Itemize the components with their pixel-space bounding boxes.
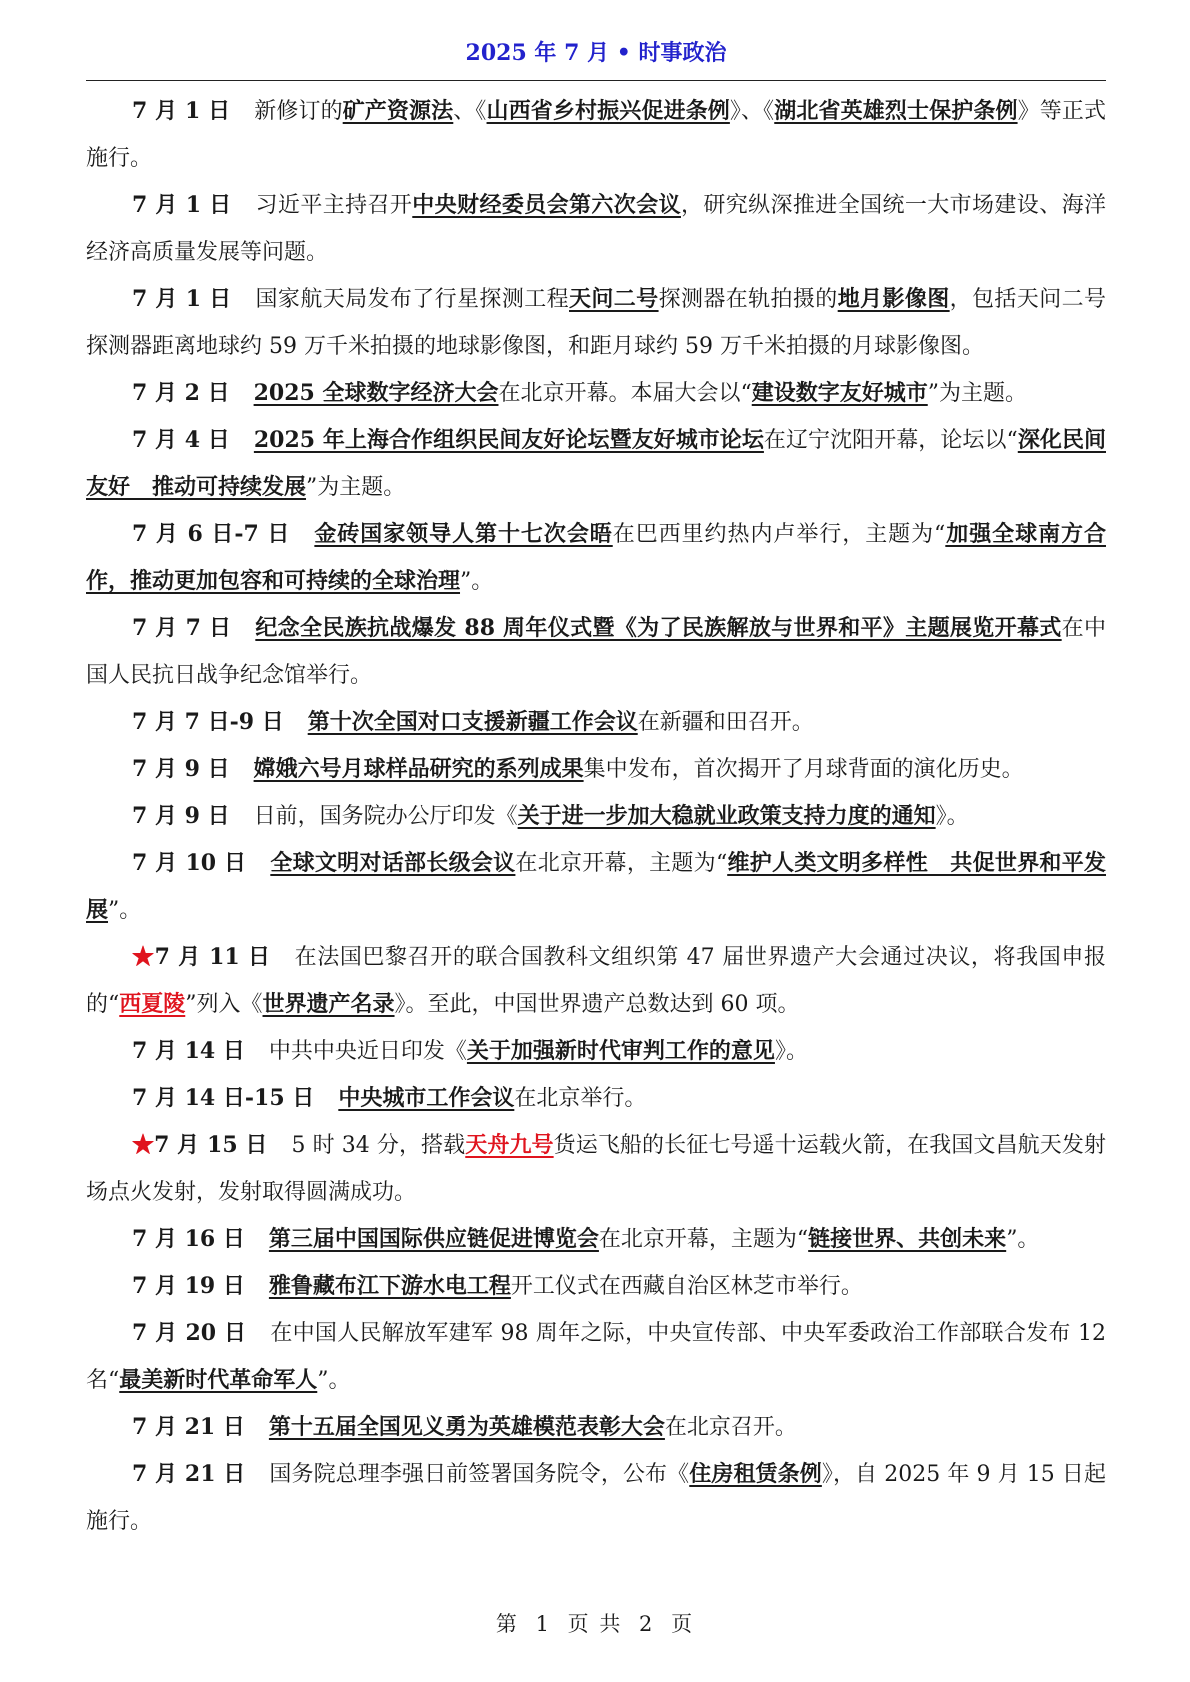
entry-text: 日前，国务院办公厅印发《 xyxy=(253,804,518,829)
news-entry xyxy=(86,1263,1106,1310)
entry-text: 集中发布，首次揭开了月球背面的演化历史。 xyxy=(583,757,1024,782)
news-entry xyxy=(86,88,1106,182)
highlighted-keyword: 第十次全国对口支援新疆工作会议 xyxy=(307,709,638,735)
footer-prefix: 第 xyxy=(495,1612,519,1636)
entry-date: 7 月 2 日 xyxy=(132,380,230,406)
highlighted-keyword: 嫦娥六号月球样品研究的系列成果 xyxy=(253,756,584,782)
entry-text: 、《 xyxy=(453,99,487,124)
highlighted-keyword: 最美新时代革命军人 xyxy=(119,1367,318,1393)
entry-text: ”为主题。 xyxy=(306,475,406,500)
entry-date: 7 月 21 日 xyxy=(132,1461,246,1487)
highlighted-keyword: 关于加强新时代审判工作的意见 xyxy=(466,1038,775,1064)
entry-date: 7 月 9 日 xyxy=(132,756,230,782)
entry-text: ”。 xyxy=(108,898,142,923)
entry-text: 》。 xyxy=(935,804,969,829)
news-entry xyxy=(86,840,1106,934)
entry-date: 7 月 1 日 xyxy=(132,286,232,312)
entry-text: 在北京召开。 xyxy=(664,1415,797,1440)
news-entry xyxy=(86,1028,1106,1075)
highlighted-keyword: 地月影像图 xyxy=(837,286,950,312)
entry-date: 7 月 7 日 xyxy=(132,615,232,641)
news-entry xyxy=(86,605,1106,699)
footer-page-number: 1 xyxy=(535,1612,551,1636)
entry-text: 新修订的 xyxy=(254,99,343,124)
footer-suffix: 页 xyxy=(671,1612,695,1636)
highlighted-keyword: 山西省乡村振兴促进条例 xyxy=(486,98,730,124)
entry-text: ”列入《 xyxy=(185,992,263,1017)
entry-date: 7 月 14 日 xyxy=(132,1038,245,1064)
entry-text: 在北京举行。 xyxy=(514,1086,647,1111)
highlighted-keyword: 维护人类文明多样性 共促世界和平发展 xyxy=(86,850,1106,923)
highlighted-keyword: 2025 全球数字经济大会 xyxy=(253,380,499,406)
entry-text: 》、《 xyxy=(729,99,775,124)
entry-text: 国务院总理李强日前签署国务院令，公布《 xyxy=(269,1462,690,1487)
entry-text: 探测器在轨拍摄的 xyxy=(658,287,838,312)
highlighted-keyword: 2025 年上海合作组织民间友好论坛暨友好城市论坛 xyxy=(253,427,764,453)
entry-text: 中共中央近日印发《 xyxy=(268,1039,467,1064)
entry-text: 在法国巴黎召开的联合国教科文组织第 47 届世界遗产大会通过决议，将我国申报的“ xyxy=(86,945,1106,1017)
entry-text: 在新疆和田召开。 xyxy=(637,710,814,735)
news-entry xyxy=(86,182,1106,276)
highlighted-keyword: 加强全球南方合作，推动更加包容和可持续的全球治理 xyxy=(86,521,1106,594)
news-entry xyxy=(86,746,1106,793)
entry-date: 7 月 10 日 xyxy=(132,850,247,876)
entry-date: 7 月 21 日 xyxy=(132,1414,245,1440)
entry-date: 7 月 16 日 xyxy=(132,1226,245,1252)
highlighted-keyword: 第十五届全国见义勇为英雄模范表彰大会 xyxy=(268,1414,665,1440)
highlighted-keyword: 建设数字友好城市 xyxy=(751,380,928,406)
highlighted-keyword: 住房租赁条例 xyxy=(689,1461,822,1487)
entry-date: 7 月 7 日-9 日 xyxy=(132,709,284,735)
entry-date: 7 月 14 日-15 日 xyxy=(132,1085,315,1111)
news-entry xyxy=(86,276,1106,370)
highlighted-keyword: 世界遗产名录 xyxy=(262,991,395,1017)
news-entry xyxy=(86,1216,1106,1263)
highlighted-keyword: 深化民间友好 推动可持续发展 xyxy=(86,427,1106,500)
entry-date: 7 月 9 日 xyxy=(132,803,230,829)
entry-date: 7 月 1 日 xyxy=(132,98,231,124)
highlighted-keyword: 天舟九号 xyxy=(465,1132,554,1158)
highlighted-keyword: 纪念全民族抗战爆发 88 周年仪式暨《为了民族解放与世界和平》主题展览开幕式 xyxy=(255,615,1062,641)
highlighted-keyword: 第三届中国国际供应链促进博览会 xyxy=(268,1226,599,1252)
news-entry xyxy=(86,1310,1106,1404)
page-title: 2025 年 7 月 • 时事政治 xyxy=(465,40,727,66)
entry-text: 在巴西里约热内卢举行，主题为“ xyxy=(612,522,946,547)
entry-text: 在北京开幕。本届大会以“ xyxy=(498,381,752,406)
entry-date: 7 月 11 日 xyxy=(154,944,271,970)
entry-text: ”。 xyxy=(460,569,494,594)
footer-total-pages: 2 xyxy=(639,1612,655,1636)
highlighted-keyword: 金砖国家领导人第十七次会晤 xyxy=(314,521,613,547)
highlighted-keyword: 中央财经委员会第六次会议 xyxy=(412,192,681,218)
entry-text: 习近平主持召开 xyxy=(255,193,413,218)
highlighted-keyword: 链接世界、共创未来 xyxy=(808,1226,1007,1252)
highlighted-keyword: 中央城市工作会议 xyxy=(338,1085,515,1111)
entry-text: 货运飞船的长征七号遥十运载火箭，在我国文昌航天发射场点火发射，发射取得圆满成功。 xyxy=(86,1133,1106,1205)
entry-date: 7 月 20 日 xyxy=(132,1320,247,1346)
news-entry xyxy=(86,1451,1106,1545)
news-entry xyxy=(86,511,1106,605)
entry-text: 在辽宁沈阳开幕，论坛以“ xyxy=(763,428,1018,453)
entry-text: 在中国人民抗日战争纪念馆举行。 xyxy=(86,616,1107,688)
entry-date: 7 月 1 日 xyxy=(132,192,232,218)
news-entry xyxy=(86,934,1106,1028)
entry-text: ”为主题。 xyxy=(927,381,1027,406)
entry-text: ，包括天问二号探测器距离地球约 59 万千米拍摄的地球影像图，和距月球约 59 万千米拍摄的月球影像图。 xyxy=(86,287,1106,359)
star-icon: ★ xyxy=(132,944,155,970)
news-entry xyxy=(86,699,1106,746)
entry-text: 》。至此，中国世界遗产总数达到 60 项。 xyxy=(394,992,800,1017)
news-entry xyxy=(86,793,1106,840)
news-entry xyxy=(86,1075,1106,1122)
highlighted-keyword: 西夏陵 xyxy=(119,991,186,1017)
entry-text: 》。 xyxy=(774,1039,808,1064)
entry-text: 》，自 2025 年 9 月 15 日起施行。 xyxy=(86,1462,1106,1534)
entry-text: 》等正式施行。 xyxy=(86,99,1106,171)
news-list xyxy=(86,88,1106,1545)
star-icon: ★ xyxy=(132,1132,155,1158)
highlighted-keyword: 湖北省英雄烈士保护条例 xyxy=(774,98,1018,124)
highlighted-keyword: 关于进一步加大稳就业政策支持力度的通知 xyxy=(517,803,936,829)
highlighted-keyword: 全球文明对话部长级会议 xyxy=(270,850,516,876)
entry-date: 7 月 15 日 xyxy=(154,1132,268,1158)
footer-middle: 页 共 xyxy=(567,1612,623,1636)
entry-text: ”。 xyxy=(317,1368,351,1393)
page-footer xyxy=(0,1608,1190,1638)
entry-text: 开工仪式在西藏自治区林芝市举行。 xyxy=(510,1274,863,1299)
highlighted-keyword: 矿产资源法 xyxy=(342,98,454,124)
news-entry xyxy=(86,1122,1106,1216)
news-entry xyxy=(86,417,1106,511)
entry-text: 5 时 34 分，搭载 xyxy=(291,1133,466,1158)
entry-text: ”。 xyxy=(1006,1227,1040,1252)
entry-date: 7 月 19 日 xyxy=(132,1273,245,1299)
entry-text: ，研究纵深推进全国统一大市场建设、海洋经济高质量发展等问题。 xyxy=(86,193,1106,265)
highlighted-keyword: 天问二号 xyxy=(569,286,659,312)
highlighted-keyword: 雅鲁藏布江下游水电工程 xyxy=(268,1273,511,1299)
entry-text: 国家航天局发布了行星探测工程 xyxy=(255,287,569,312)
news-entry xyxy=(86,1404,1106,1451)
entry-date: 7 月 6 日-7 日 xyxy=(132,521,291,547)
entry-text: 在北京开幕，主题为“ xyxy=(598,1227,809,1252)
page-header xyxy=(86,30,1106,81)
news-entry xyxy=(86,370,1106,417)
entry-date: 7 月 4 日 xyxy=(132,427,230,453)
entry-text: 在北京开幕，主题为“ xyxy=(515,851,728,876)
entry-text: 在中国人民解放军建军 98 周年之际，中央宣传部、中央军委政治工作部联合发布 12 名“ xyxy=(86,1321,1106,1393)
